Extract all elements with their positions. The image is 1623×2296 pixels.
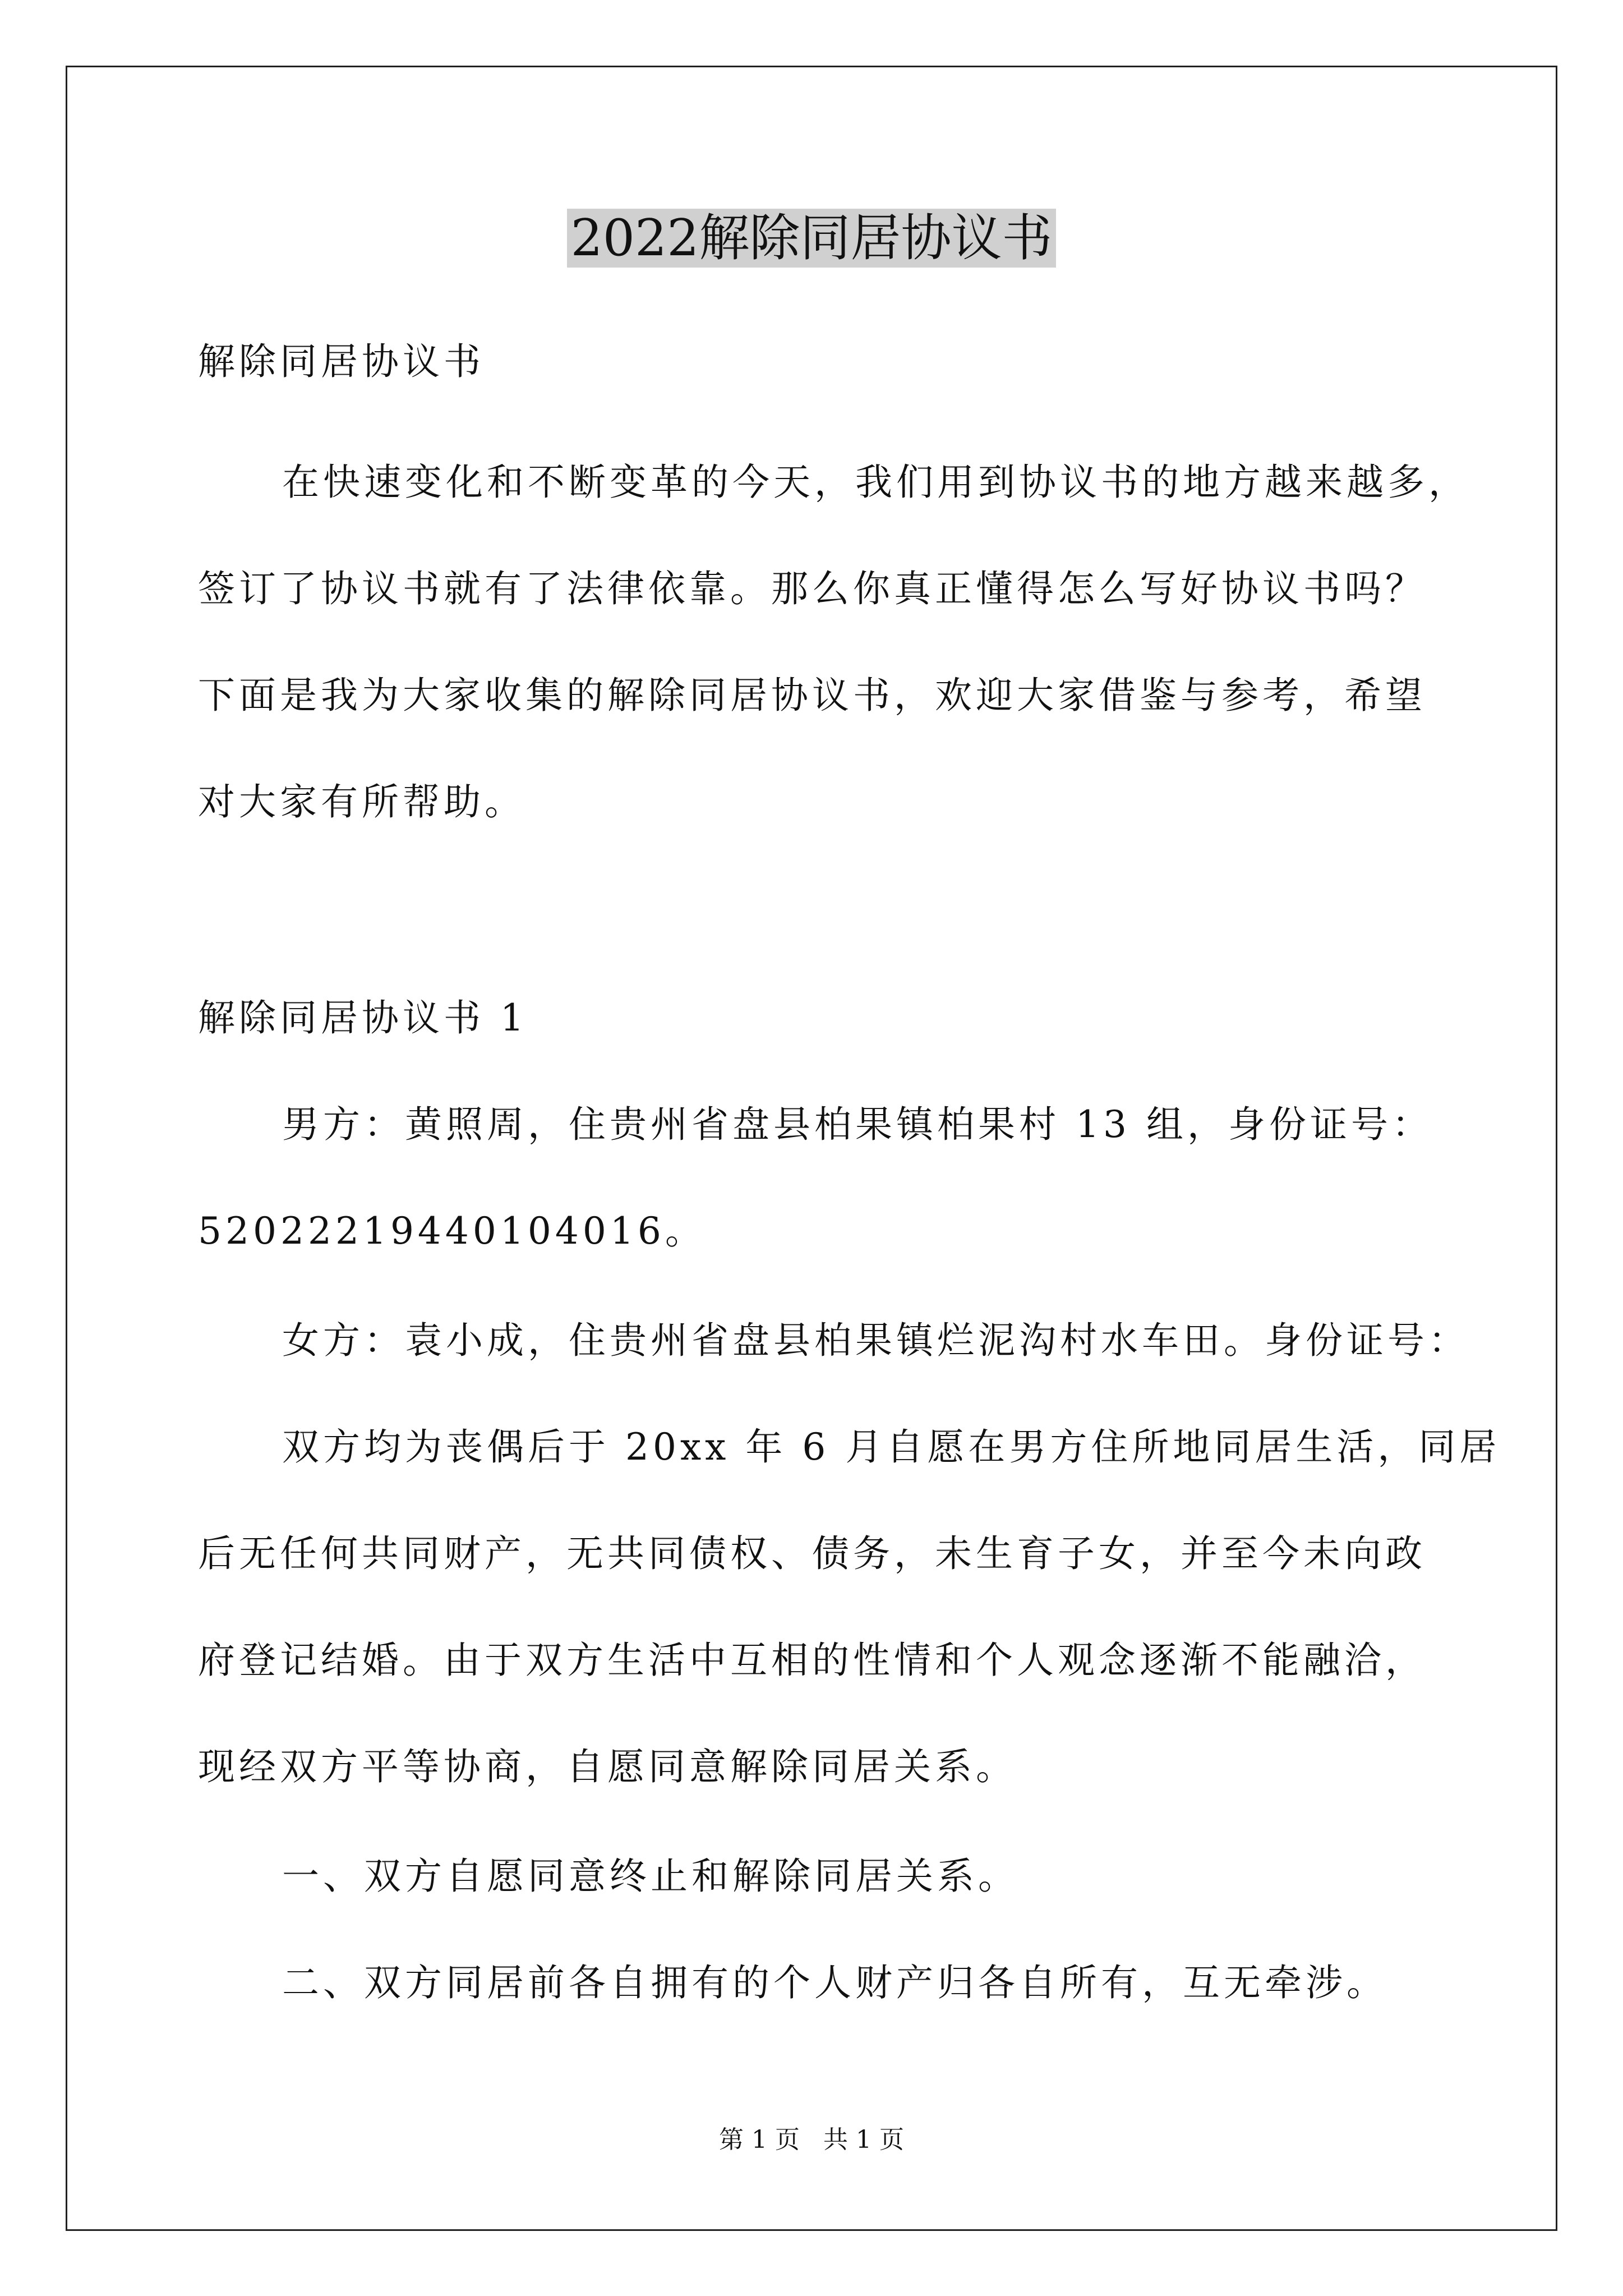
paragraph-line: 现经双方平等协商，自愿同意解除同居关系。	[198, 1745, 1017, 1788]
paragraph-line: 下面是我为大家收集的解除同居协议书，欢迎大家借鉴与参考，希望	[198, 674, 1426, 717]
paragraph-line: 府登记结婚。由于双方生活中互相的性情和个人观念逐渐不能融洽，	[198, 1639, 1426, 1682]
paragraph-line: 签订了协议书就有了法律依靠。那么你真正懂得怎么写好协议书吗？	[198, 567, 1426, 610]
paragraph-line: 52022219440104016。	[198, 1209, 706, 1253]
section-heading: 解除同居协议书 1	[198, 996, 528, 1039]
paragraph-line: 男方：黄照周，住贵州省盘县柏果镇柏果村 13 组，身份证号：	[282, 1103, 1433, 1146]
subtitle-line: 解除同居协议书	[198, 340, 485, 383]
document-title	[0, 202, 1623, 275]
paragraph-line: 对大家有所帮助。	[198, 780, 525, 823]
paragraph-line: 在快速变化和不断变革的今天，我们用到协议书的地方越来越多，	[282, 461, 1469, 504]
page-footer: 第 1 页 共 1 页	[719, 2125, 904, 2154]
document-title-text: 2022解除同居协议书	[567, 209, 1055, 268]
paragraph-line: 女方：袁小成，住贵州省盘县柏果镇烂泥沟村水车田。身份证号：	[282, 1319, 1469, 1362]
clause-line: 二、双方同居前各自拥有的个人财产归各自所有，互无牵涉。	[282, 1961, 1387, 2004]
paragraph-line: 双方均为丧偶后于 20xx 年 6 月自愿在男方住所地同居生活，同居	[282, 1425, 1501, 1469]
clause-line: 一、双方自愿同意终止和解除同居关系。	[282, 1855, 1019, 1898]
paragraph-line: 后无任何共同财产，无共同债权、债务，未生育子女，并至今未向政	[198, 1532, 1426, 1575]
